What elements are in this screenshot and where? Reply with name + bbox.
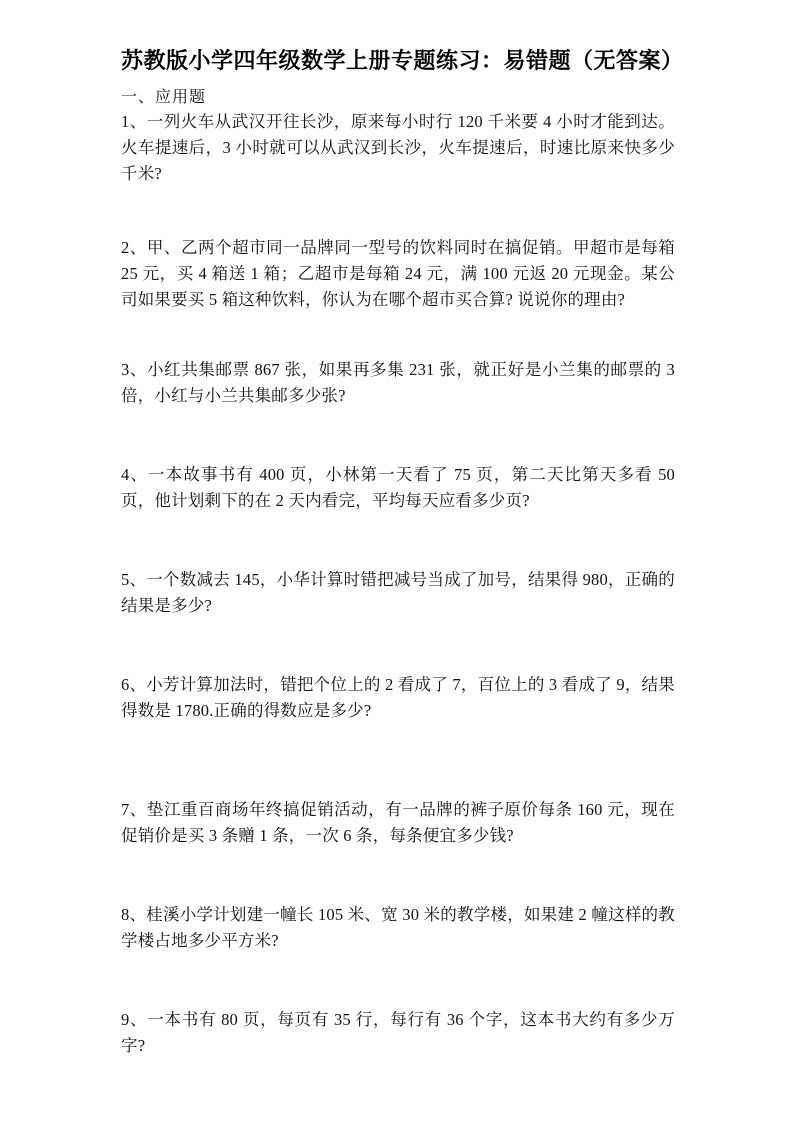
question-item-7: 7、垫江重百商场年终搞促销活动，有一品牌的裤子原价每条 160 元，现在促销价是买 3 条赠 1 条，一次 6 条，每条便宜多少钱? <box>121 800 675 845</box>
question-item-5: 5、一个数减去 145，小华计算时错把减号当成了加号，结果得 980，正确的结果是多少? <box>121 570 675 615</box>
question-item-4: 4、一本故事书有 400 页，小林第一天看了 75 页，第二天比第天多看 50 页，他计划剩下的在 2 天内看完，平均每天应看多少页? <box>121 465 675 510</box>
question-item-3: 3、小红共集邮票 867 张，如果再多集 231 张，就正好是小兰集的邮票的 3 倍，小红与小兰共集邮多少张? <box>121 360 675 405</box>
question-item-9: 9、一本书有 80 页，每页有 35 行，每行有 36 个字，这本书大约有多少万字? <box>121 1010 675 1055</box>
question-item-8: 8、桂溪小学计划建一幢长 105 米、宽 30 米的教学楼，如果建 2 幢这样的教学楼占地多少平方米? <box>121 905 675 950</box>
question-item-2: 2、甲、乙两个超市同一品牌同一型号的饮料同时在搞促销。甲超市是每箱 25 元，买 4 箱送 1 箱；乙超市是每箱 24 元，满 100 元返 20 元现金。某公司如果要买 5 箱这种饮料，你认为在哪个超市买合算? 说说你的理由? <box>121 238 675 309</box>
question-item-1: 1、一列火车从武汉开往长沙，原来每小时行 120 千米要 4 小时才能到达。火车提速后，3 小时就可以从武汉到长沙，火车提速后，时速比原来快多少千米? <box>121 112 675 183</box>
section-heading: 一、应用题 <box>121 89 207 106</box>
question-item-6: 6、小芳计算加法时，错把个位上的 2 看成了 7，百位上的 3 看成了 9，结果得数是 1780.正确的得数应是多少? <box>121 675 675 720</box>
page-title: 苏教版小学四年级数学上册专题练习：易错题（无答案） <box>121 48 684 73</box>
